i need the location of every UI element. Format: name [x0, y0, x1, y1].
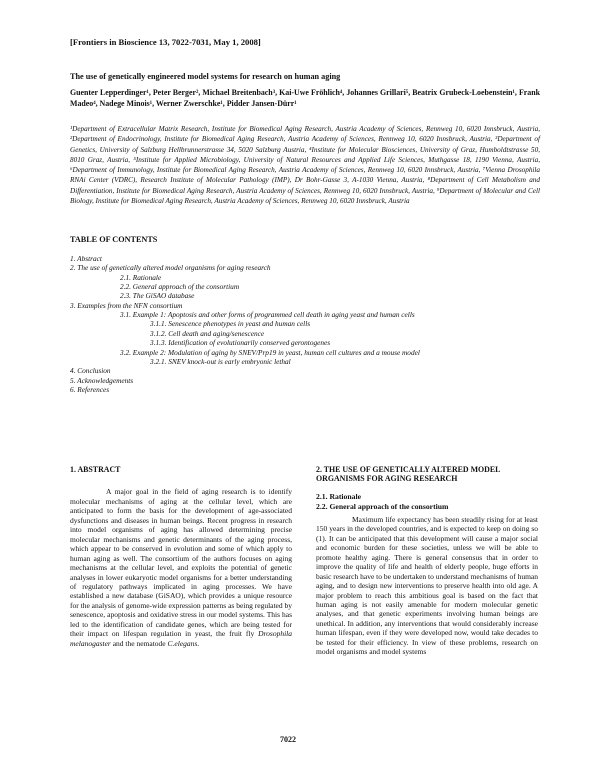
toc-heading: TABLE OF CONTENTS	[70, 235, 158, 244]
toc-entry: 3.2. Example 2: Modulation of aging by SNEV/Prp19 in yeast, human cell cultures and a mouse model	[120, 347, 420, 357]
species-celegans: C.elegans	[167, 638, 198, 648]
species-drosophila: Drosophila melanogaster	[70, 629, 292, 648]
toc-entry: 1. Abstract	[70, 254, 102, 263]
section2-body: Maximum life expectancy has been steadily rising for at least 150 years in the developed countries, and is expected to keep on doing so (1). It can be anticipated that this development will cause a major social and economic burden for these societies, unless we will be able to promote healthy aging. There is general consensus that in order to improve the quality of life and health of elderly people, huge efforts in basic research have to be undertaken to understand mechanisms of human aging, and to design new interventions to preserve health into old age. A major problem to reach this ambitious goal is based on the fact that human aging is not easily amenable for modern molecular genetic analyses, and that genetic experiments involving human beings are unethical. In addition, any interventions that would considerably increase human lifespan, even if they were developed now, would take decades to be tested for their efficiency. In view of these problems, research on model organisms and model systems	[316, 514, 539, 657]
toc-entry: 3.2.1. SNEV knock-out is early embryonic lethal	[150, 356, 291, 366]
page-number: 7022	[280, 735, 296, 744]
abstract-body: A major goal in the field of aging research is to identify molecular mechanisms of aging at the cellular level, which are anticipated to form the basis for the development of age-associated dysfunctions and diseases in human beings. Recent progress in research into model organisms of aging has allowed determining precise molecular mechanisms and genetic determinants of the aging process, which appear to be conserved in evolution and some of which apply to human aging as well. The consortium of the authors focuses on aging mechanisms at the cellular level, and exploits the potential of genetic analyses in lower eukaryotic model organisms for a better understanding of regulatory pathways implicated in aging processes. We have established a new database (GiSAO), which provides a unique resource for the analysis of genome-wide expression patterns as being regulated by senescence, apoptosis and oxidative stress in our model systems. This has led to the identification of candidate genes, which are being tested for their impact on lifespan regulation in yeast, the fruit fly Drosophila melanogaster and the nematode C.elegans.	[70, 487, 293, 648]
toc-entry: 3.1.1. Senescence phenotypes in yeast and human cells	[150, 319, 311, 329]
section2-heading: 2. THE USE OF GENETICALLY ALTERED MODEL ORGANISMS FOR AGING RESEARCH	[316, 465, 500, 484]
journal-header: [Frontiers in Bioscience 13, 7022-7031, May 1, 2008]	[70, 37, 261, 47]
toc-entry: 6. References	[70, 384, 110, 394]
subsection-general-approach: 2.2. General approach of the consortium	[316, 501, 449, 511]
section2-column	[316, 465, 538, 657]
toc-entry: 3.1. Example 1: Apoptosis and other forms of programmed cell death in aging yeast and human cells	[120, 310, 415, 320]
toc-entry: 2.1. Rationale	[120, 272, 162, 282]
toc-entry: 2. The use of genetically altered model organisms for aging research	[70, 263, 271, 273]
toc-entry: 2.3. The GiSAO database	[120, 291, 195, 301]
toc-entry: 2.2. General approach of the consortium	[120, 282, 240, 292]
subsection-rationale: 2.1. Rationale	[316, 491, 362, 501]
abstract-column	[70, 465, 292, 648]
article-title: The use of genetically engineered model systems for research on human aging	[70, 72, 341, 81]
toc-entry: 3. Examples from the NFN consortium	[70, 300, 183, 310]
abstract-heading: 1. ABSTRACT	[70, 465, 121, 474]
toc-entry: 3.1.3. Identification of evolutionarily conserved gerontogenes	[150, 338, 331, 348]
affiliations: ¹Department of Extracellular Matrix Research, Institute for Biomedical Aging Research, Austria Academy of Sciences, Rennweg 10, 6020 Innsbruck, Austria, ²Department of Endocrinology, Institute for Biomedical Aging Research, Austria Academy of Sciences, Rennweg 10, 6020 Innsbruck, Austria, ³Department of Genetics, University of Salzburg Hellbrunnerstrasse 34, 5020 Salzburg Austria, ⁴Institute for Molecular Biosciences, University of Graz, Humboldtstrasse 50, 8010 Graz, Austria, ⁵Institute for Applied Microbiology, University of Natural Resources and Applied Life Sciences, Muthgasse 18, 1190 Vienna, Austria, ⁶Department of Immunology, Institute for Biomedical Aging Research, Austria Academy of Sciences, Rennweg 10, 6020 Innsbruck, Austria, ⁷Vienna Drosophila RNAi Center (VDRC), Research Institute of Molecular Pathology (IMP), Dr Bohr-Gasse 3, A-1030 Vienna, Austria, ⁸Department of Cell Metabolism and Differentiation, Institute for Biomedical Aging Research, Austria Academy of Sciences, Rennweg 10, 6020 Innsbruck, Austria, ⁹Department of Molecular and Cell Biology, Institute for Biomedical Aging Research, Austria Academy of Sciences, Rennweg 10, 6020 Innsbruck, Austria	[70, 125, 540, 206]
toc-entry: 4. Conclusion	[70, 366, 111, 376]
toc-entry: 5. Acknowledgements	[70, 375, 134, 385]
author-list: Guenter Lepperdinger¹, Peter Berger², Michael Breitenbach³, Kai-Uwe Fröhlich⁴, Johannes Grillari⁵, Beatrix Grubeck-Loebenstein¹, Frank Madeo⁴, Nadege Minois¹, Werner Zwerschke¹, Pidder Jansen-Dürr¹	[70, 88, 540, 108]
toc-entry: 3.1.2. Cell death and aging/senescence	[150, 328, 265, 338]
